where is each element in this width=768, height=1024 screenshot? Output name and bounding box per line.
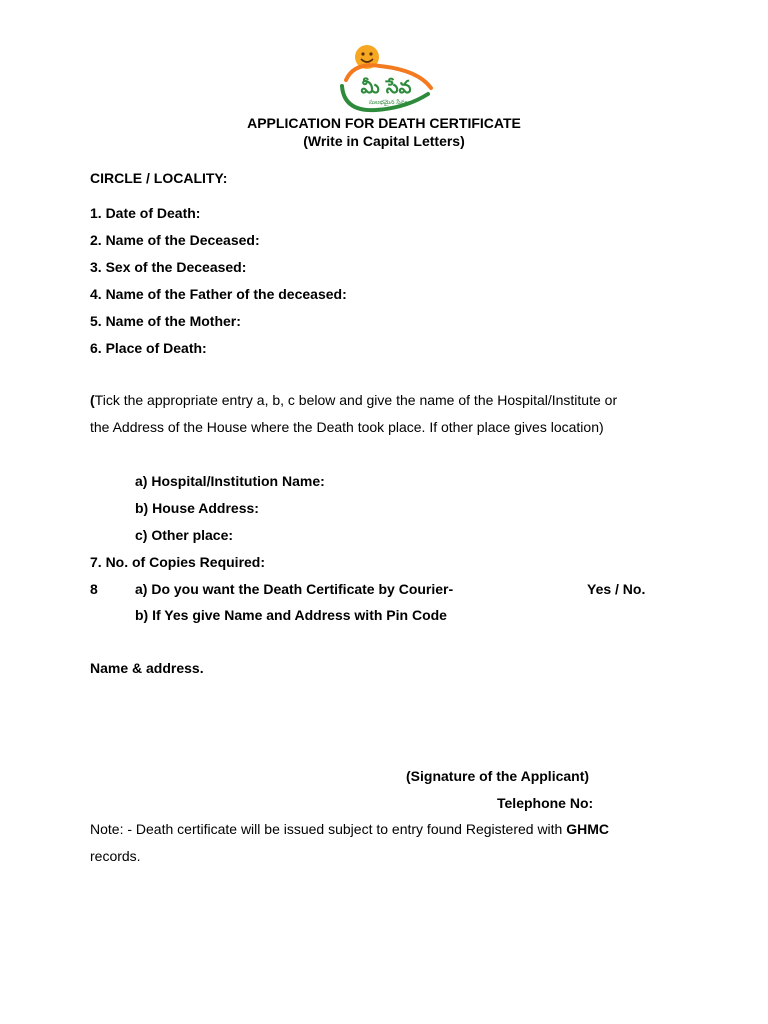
- field-mother-name: 5. Name of the Mother:: [90, 313, 241, 329]
- courier-number: 8: [90, 581, 98, 597]
- circle-locality-label: CIRCLE / LOCALITY:: [90, 170, 228, 186]
- note-line-1: [90, 821, 609, 838]
- field-name-of-deceased: 2. Name of the Deceased:: [90, 232, 260, 248]
- form-subtitle: (Write in Capital Letters): [303, 133, 465, 149]
- field-father-name: 4. Name of the Father of the deceased:: [90, 286, 347, 302]
- instructions-line-1-text: Tick the appropriate entry a, b, c below and give the name of the Hospital/Institute or: [94, 392, 618, 408]
- field-date-of-death: 1. Date of Death:: [90, 205, 201, 221]
- option-house-address: b) House Address:: [135, 500, 259, 516]
- courier-yes-no: Yes / No.: [587, 581, 646, 597]
- note-text: Note: - Death certificate will be issued subject to entry found Registered with: [90, 821, 567, 837]
- instructions-line-2: the Address of the House where the Death took place. If other place gives location): [90, 419, 604, 435]
- courier-address-instruction: b) If Yes give Name and Address with Pin Code: [135, 607, 447, 623]
- signature-label: (Signature of the Applicant): [406, 768, 590, 784]
- logo-wordmark: మీ సేవ: [360, 77, 412, 98]
- field-sex-of-deceased: 3. Sex of the Deceased:: [90, 259, 247, 275]
- form-title: APPLICATION FOR DEATH CERTIFICATE: [247, 115, 521, 131]
- instructions-line-1: [90, 392, 617, 409]
- name-address-label: Name & address.: [90, 660, 204, 676]
- note-org: GHMC: [566, 821, 610, 837]
- field-place-of-death: 6. Place of Death:: [90, 340, 207, 356]
- courier-question: a) Do you want the Death Certificate by Courier-: [135, 581, 454, 597]
- logo-subtext: సులభమైన సేవలు: [368, 99, 412, 106]
- option-other-place: c) Other place:: [135, 527, 234, 543]
- meeseva-logo-graphic: [336, 44, 434, 116]
- field-copies-required: 7. No. of Copies Required:: [90, 554, 266, 570]
- option-hospital-institution: a) Hospital/Institution Name:: [135, 473, 325, 489]
- note-line-2: records.: [90, 848, 141, 864]
- telephone-label: Telephone No:: [497, 795, 594, 811]
- instructions-paren: (: [90, 392, 95, 408]
- meeseva-logo: [336, 44, 434, 116]
